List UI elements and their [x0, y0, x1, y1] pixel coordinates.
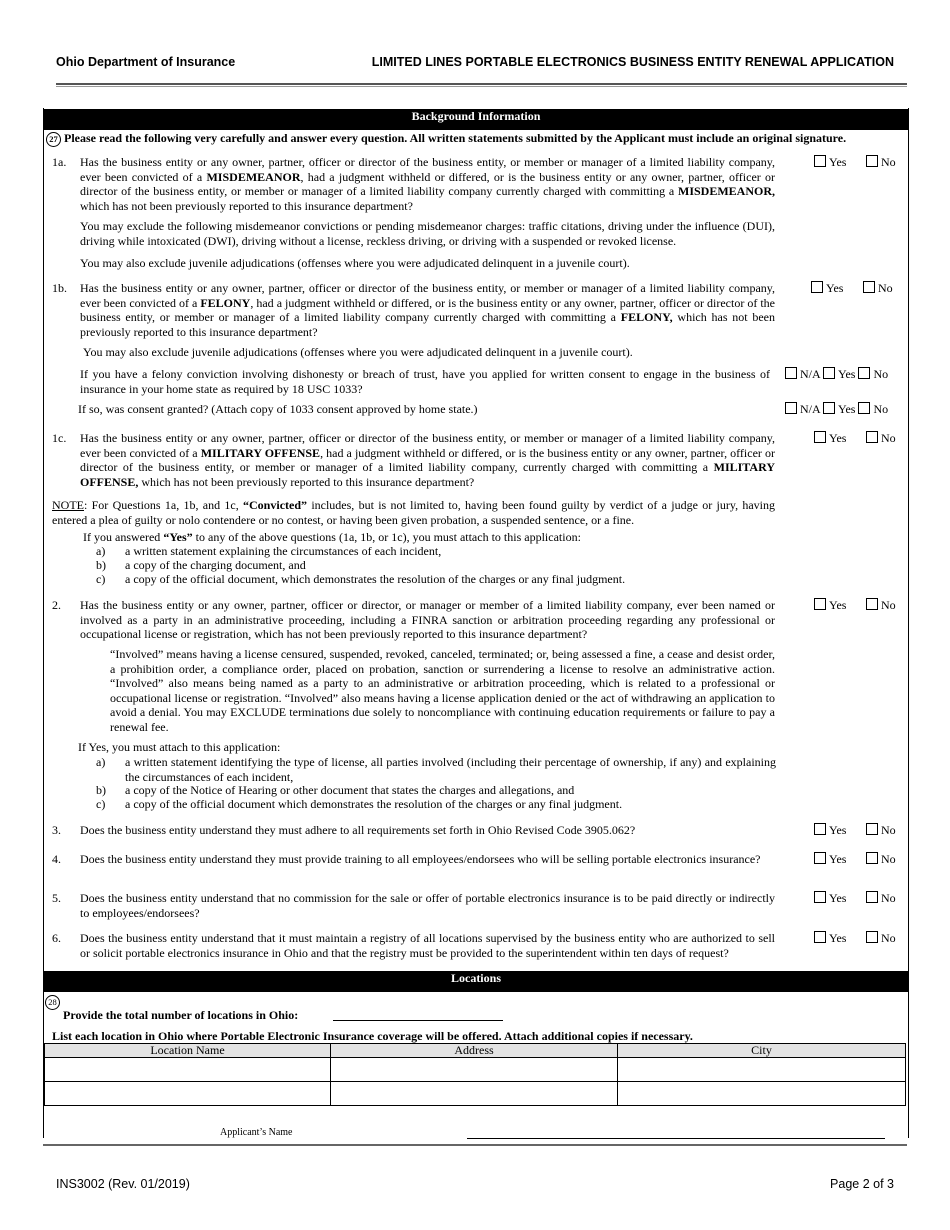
- q5-yes[interactable]: Yes: [814, 891, 846, 906]
- checkbox[interactable]: [866, 155, 878, 167]
- if-yes-instructions: If you answered “Yes” to any of the above questions (1a, 1b, or 1c), you must attach to this application:: [83, 530, 581, 544]
- checkbox[interactable]: [814, 852, 826, 864]
- q1b-consent-question: If you have a felony conviction involving dishonesty or breach of trust, have you applied for written consent to engage in the business of insurance in your home state as required by 18 USC 1033?: [80, 367, 770, 396]
- q2-involved-definition: “Involved” means having a license censured, suspended, revoked, canceled, terminated; or, being assessed a fine, a cease and desist order, a prohibition order, a compliance order, placed on probation, sanction or surrendering a license to resolve an administrative action. “Involved” also means being named as a party to an administrative or arbitration proceeding, which is related to a professional or occupational license or registration. “Involved” also means having a license application denied or the act of withdrawing an application to avoid a denial. You may EXCLUDE terminations due solely to noncompliance with continuing education requirements or failure to pay a renewal fee.: [110, 647, 775, 734]
- q1b-number: 1b.: [52, 281, 67, 295]
- q1b-consent-granted: If so, was consent granted? (Attach copy of 1033 consent approved by home state.): [78, 402, 478, 416]
- header-rule-thin: [56, 86, 907, 87]
- checkbox[interactable]: [858, 402, 870, 414]
- locations-table: [44, 1043, 906, 1106]
- column-header-address: Address: [331, 1044, 618, 1058]
- checkbox[interactable]: [814, 931, 826, 943]
- checkbox[interactable]: [814, 823, 826, 835]
- checkbox[interactable]: [858, 367, 870, 379]
- total-locations-label: Provide the total number of locations in Ohio:: [63, 1008, 299, 1022]
- q1b-yes[interactable]: Yes: [811, 281, 843, 296]
- q6-text: Does the business entity understand that it must maintain a registry of all locations supervised by the business entity who are authorized to sell or solicit portable electronics insurance in Ohio and that the registry must be provided to the superintendent within ten days of request?: [80, 931, 775, 960]
- list-item: b) a copy of the charging document, and: [96, 558, 306, 572]
- background-intro: 27 Please read the following very carefully and answer every question. All written statements submitted by the Applicant must include an original signature.: [46, 131, 846, 147]
- q1b-text: Has the business entity or any owner, partner, officer or director of the business entity, or member or manager of a limited liability company, ever been convicted of a FELONY, had a judgment withheld or differed, or is the business entity or any owner, partner, officer or director of the business entity, or member or manager of a limited liability company currently charged with committing a FELONY, which has not been previously reported to this insurance department?: [80, 281, 776, 339]
- q2-number: 2.: [52, 598, 61, 612]
- locations-instructions: List each location in Ohio where Portable Electronic Insurance coverage will be offered. Attach additional copies if necessary.: [52, 1029, 693, 1043]
- q6-no[interactable]: No: [866, 931, 896, 946]
- q2-text: Has the business entity or any owner, partner, officer or director, or manager or member of a limited liability company, ever been named or involved as a party in an administrative proceeding, including a FINRA sanction or arbitration proceeding regarding any professional or occupational license or registration, which has not been previously reported to this insurance department?: [80, 598, 775, 642]
- section-number-28: 28: [45, 995, 60, 1010]
- q3-yes[interactable]: Yes: [814, 823, 846, 838]
- location-name-cell[interactable]: [45, 1082, 331, 1106]
- q1a-number: 1a.: [52, 155, 67, 169]
- table-header-row: [45, 1044, 906, 1058]
- checkbox[interactable]: [814, 155, 826, 167]
- checkbox[interactable]: [785, 402, 797, 414]
- q1c-no[interactable]: No: [866, 431, 896, 446]
- q2-no[interactable]: No: [866, 598, 896, 613]
- checkbox[interactable]: [863, 281, 875, 293]
- column-header-city: City: [618, 1044, 906, 1058]
- q2-if-yes: If Yes, you must attach to this application:: [78, 740, 281, 754]
- form-number: INS3002 (Rev. 01/2019): [56, 1177, 190, 1191]
- checkbox[interactable]: [866, 823, 878, 835]
- q1c-yes[interactable]: Yes: [814, 431, 846, 446]
- q6-number: 6.: [52, 931, 61, 945]
- checkbox[interactable]: [814, 598, 826, 610]
- column-header-location-name: Location Name: [45, 1044, 331, 1058]
- list-item: b) a copy of the Notice of Hearing or other document that states the charges and allegations, and: [96, 783, 575, 797]
- location-name-cell[interactable]: [45, 1058, 331, 1082]
- department-name: Ohio Department of Insurance: [56, 55, 236, 69]
- checkbox[interactable]: [811, 281, 823, 293]
- q1c-number: 1c.: [52, 431, 67, 445]
- table-row: [45, 1058, 906, 1082]
- q4-text: Does the business entity understand they must provide training to all employees/endorsees who will be selling portable electronics insurance?: [80, 852, 761, 866]
- q1b-note-juvenile: You may also exclude juvenile adjudications (offenses where you were adjudicated delinquent in a juvenile court).: [83, 345, 633, 359]
- locations-header: Locations: [43, 971, 909, 992]
- q3-text: Does the business entity understand they must adhere to all requirements set forth in Ohio Revised Code 3905.062?: [80, 823, 636, 837]
- list-item: a) a written statement identifying the type of license, all parties involved (including their percentage of ownership, if any) and explaining the circumstances of each incident,: [96, 755, 776, 784]
- q1a-note-exclusions: You may exclude the following misdemeanor convictions or pending misdemeanor charges: traffic citations, driving under the influence (DUI), driving while intoxicated (DWI), driving without a license, reckless driving, or driving with a suspended or revoked license.: [80, 219, 775, 248]
- city-cell[interactable]: [618, 1082, 906, 1106]
- q1a-note-juvenile: You may also exclude juvenile adjudications (offenses where you were adjudicated delinquent in a juvenile court).: [80, 256, 630, 270]
- header-rule: [56, 83, 907, 85]
- checkbox[interactable]: [814, 431, 826, 443]
- applicant-name-label: Applicant’s Name: [220, 1127, 293, 1138]
- form-title: LIMITED LINES PORTABLE ELECTRONICS BUSINESS ENTITY RENEWAL APPLICATION: [371, 55, 894, 69]
- checkbox[interactable]: [866, 598, 878, 610]
- q1a-no[interactable]: No: [866, 155, 896, 170]
- q4-number: 4.: [52, 852, 61, 866]
- checkbox[interactable]: [866, 931, 878, 943]
- address-cell[interactable]: [331, 1058, 618, 1082]
- list-item: a) a written statement explaining the circumstances of each incident,: [96, 544, 442, 558]
- q1a-yes[interactable]: Yes: [814, 155, 846, 170]
- q6-yes[interactable]: Yes: [814, 931, 846, 946]
- q1b-consent-options[interactable]: N/A Yes No: [785, 367, 888, 382]
- checkbox[interactable]: [866, 431, 878, 443]
- q3-number: 3.: [52, 823, 61, 837]
- checkbox[interactable]: [866, 852, 878, 864]
- checkbox[interactable]: [823, 402, 835, 414]
- list-item: c) a copy of the official document, which demonstrates the resolution of the charges or any final judgment.: [96, 572, 626, 586]
- total-locations-input[interactable]: [333, 1006, 503, 1021]
- q4-yes[interactable]: Yes: [814, 852, 846, 867]
- checkbox[interactable]: [814, 891, 826, 903]
- checkbox[interactable]: [866, 891, 878, 903]
- applicant-name-input[interactable]: [467, 1124, 885, 1139]
- q1a-text: Has the business entity or any owner, partner, officer or director of the business entity, or member or manager of a limited liability company, ever been convicted of a MISDEMEANOR, had a judgment withheld or differed, or is the business entity or any owner, partner, officer or director of the business entity, or member or manager of a limited liability company currently charged with committing a MISDEMEANOR, which has not been previously reported to this insurance department?: [80, 155, 776, 213]
- q1b-granted-options[interactable]: N/A Yes No: [785, 402, 888, 417]
- address-cell[interactable]: [331, 1082, 618, 1106]
- footer-rule: [43, 1144, 907, 1146]
- checkbox[interactable]: [823, 367, 835, 379]
- q5-number: 5.: [52, 891, 61, 905]
- q1b-no[interactable]: No: [863, 281, 893, 296]
- conviction-note: NOTE: For Questions 1a, 1b, and 1c, “Convicted” includes, but is not limited to, having been found guilty by verdict of a judge or jury, having entered a plea of guilty or nolo contendere or no contest, or having been given probation, a suspended sentence, or a fine.: [52, 498, 776, 527]
- q1c-text: Has the business entity or any owner, partner, officer or director of the business entity, or member or manager of a limited liability company, ever been convicted of a MILITARY OFFENSE, had a judgment withheld or differed, or is the business entity or any owner, partner, officer or director of the business entity, or member or manager of a limited liability company, currently charged with committing a MILITARY OFFENSE, which has not been previously reported to this insurance department?: [80, 431, 775, 489]
- table-row: [45, 1082, 906, 1106]
- q3-no[interactable]: No: [866, 823, 896, 838]
- checkbox[interactable]: [785, 367, 797, 379]
- city-cell[interactable]: [618, 1058, 906, 1082]
- q5-text: Does the business entity understand that no commission for the sale or offer of portable electronics insurance is to be paid directly or indirectly to employees/endorsees?: [80, 891, 775, 920]
- q4-no[interactable]: No: [866, 852, 896, 867]
- section-number-27: 27: [46, 132, 61, 147]
- background-information-header: Background Information: [43, 109, 909, 130]
- page-number: Page 2 of 3: [830, 1177, 894, 1191]
- q5-no[interactable]: No: [866, 891, 896, 906]
- q2-yes[interactable]: Yes: [814, 598, 846, 613]
- list-item: c) a copy of the official document which demonstrates the resolution of the charges or any final judgment.: [96, 797, 623, 811]
